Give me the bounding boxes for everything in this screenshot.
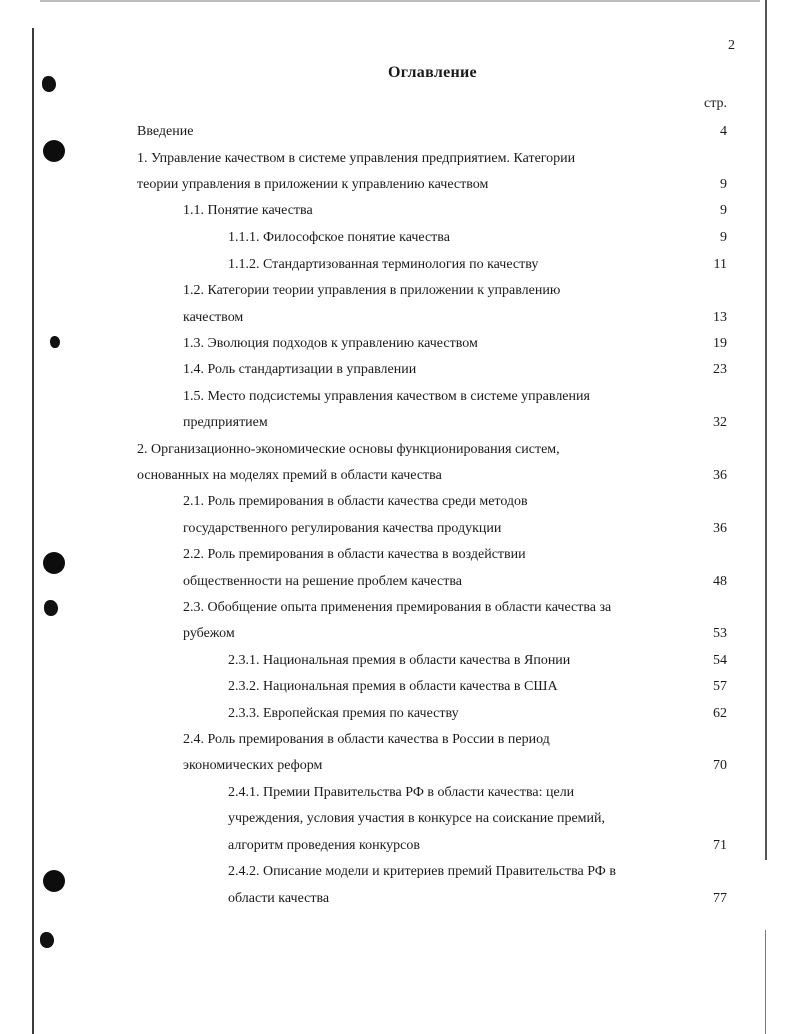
toc-entry-text: 1.1.2. Стандартизованная терминология по качеству (228, 257, 539, 272)
toc-entry-text: государственного регулирования качества продукции (183, 521, 502, 536)
toc-entry-text: алгоритм проведения конкурсов (228, 838, 421, 853)
page-number: 2 (728, 38, 735, 53)
toc-entry-page: 71 (713, 838, 727, 853)
scan-blot (40, 932, 54, 948)
toc-entry-page: 11 (713, 257, 727, 272)
toc-entry-text: 1.2. Категории теории управления в приложении к управлению (183, 283, 561, 298)
toc-entry-text: области качества (228, 891, 330, 906)
toc-entry-page: 53 (713, 626, 727, 641)
toc-entry-text: учреждения, условия участия в конкурсе на соискание премий, (228, 811, 606, 826)
toc-entry-text: 1.4. Роль стандартизации в управлении (183, 362, 417, 377)
punch-hole (43, 140, 65, 162)
toc-entry-page: 62 (713, 706, 727, 721)
toc-entry-text: общественности на решение проблем качества (183, 574, 462, 589)
toc-entry-text: экономических реформ (183, 758, 323, 773)
toc-entry-page: 70 (713, 758, 727, 773)
scan-blot (44, 600, 58, 616)
toc-entry-text: 2.3.2. Национальная премия в области качества в США (228, 679, 558, 694)
toc-entry-page: 54 (713, 653, 727, 668)
toc-entry-page: 36 (713, 468, 727, 483)
toc-entry-page: 13 (713, 310, 727, 325)
punch-hole (43, 552, 65, 574)
scan-left-edge (32, 28, 34, 1034)
punch-hole (43, 870, 65, 892)
toc-entry-text: 2.2. Роль премирования в области качества в воздействии (183, 547, 526, 562)
toc-entry-text: основанных на моделях премий в области качества (137, 468, 442, 483)
toc-entry-text: рубежом (183, 626, 235, 641)
toc-entry-page: 36 (713, 521, 727, 536)
toc-entry-text: 2.3.1. Национальная премия в области качества в Японии (228, 653, 571, 668)
toc-entry-page: 57 (713, 679, 727, 694)
scan-right-edge-lower (765, 930, 766, 1034)
toc-entry-text: 2. Организационно-экономические основы функционирования систем, (137, 442, 560, 457)
toc-entry-page: 32 (713, 415, 727, 430)
toc-entry-text: 2.4.1. Премии Правительства РФ в области качества: цели (228, 785, 575, 800)
toc-entry-page: 48 (713, 574, 727, 589)
toc-entry-page: 9 (720, 177, 727, 192)
toc-entry-text: 1.1. Понятие качества (183, 203, 313, 218)
toc-entry-text: 2.3. Обобщение опыта применения премирования в области качества за (183, 600, 612, 615)
toc-entry-text: 2.1. Роль премирования в области качества среди методов (183, 494, 528, 509)
toc-entry-text: 1.3. Эволюция подходов к управлению качеством (183, 336, 478, 351)
toc-entry-text: 2.4. Роль премирования в области качества в России в период (183, 732, 550, 747)
page-title: Оглавление (388, 64, 477, 81)
scan-blot (50, 336, 60, 348)
toc-entry-page: 4 (720, 124, 727, 139)
toc-entry-text: 1.5. Место подсистемы управления качеством в системе управления (183, 389, 590, 404)
toc-entry-text: 1. Управление качеством в системе управления предприятием. Категории (137, 151, 576, 166)
toc-entry-page: 9 (720, 203, 727, 218)
page-column-label: стр. (703, 96, 727, 111)
toc-entry-text: предприятием (183, 415, 268, 430)
toc-entry-page: 23 (713, 362, 727, 377)
toc-entry-text: 1.1.1. Философское понятие качества (228, 230, 450, 245)
toc-entry-page: 19 (713, 336, 727, 351)
scan-top-rule (40, 0, 760, 2)
toc-entry-page: 77 (713, 891, 727, 906)
toc-entry-text: 2.4.2. Описание модели и критериев премий Правительства РФ в (228, 864, 616, 879)
toc-entry-text: теории управления в приложении к управлению качеством (137, 177, 489, 192)
toc-entry-text: 2.3.3. Европейская премия по качеству (228, 706, 459, 721)
toc-entry-text: Введение (137, 124, 194, 139)
scan-right-edge (765, 0, 767, 860)
toc-entry-text: качеством (183, 310, 244, 325)
toc-entry-page: 9 (720, 230, 727, 245)
